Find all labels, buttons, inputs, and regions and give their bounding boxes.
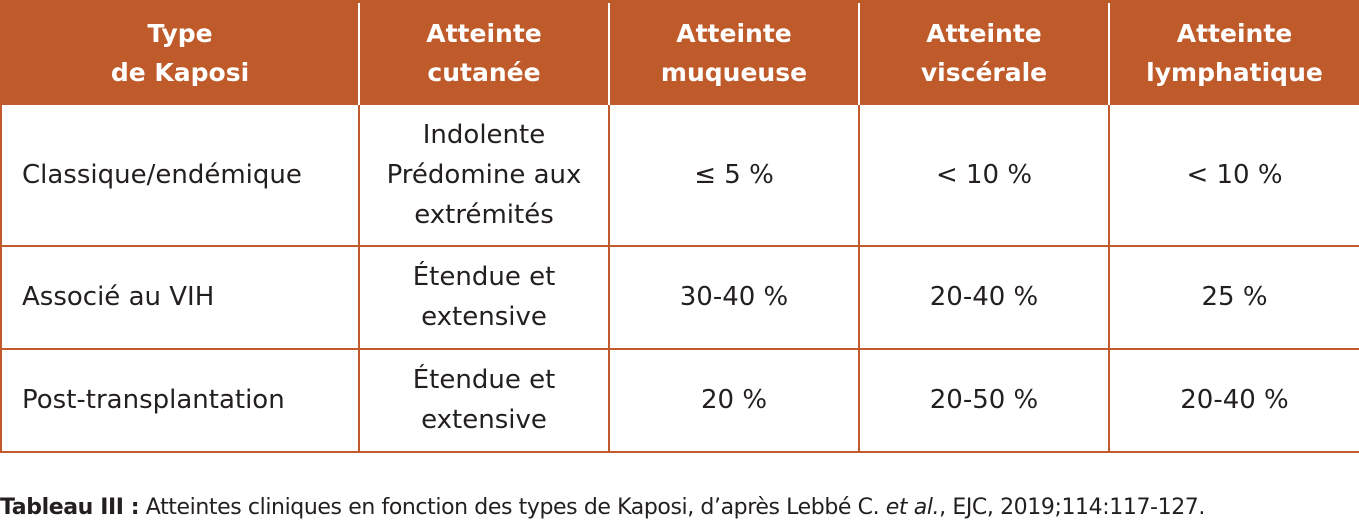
header-line: Atteinte — [926, 18, 1042, 48]
header-line: Atteinte — [676, 18, 792, 48]
caption-label: Tableau III : — [0, 495, 140, 520]
cell-type: Classique/endémique — [1, 104, 359, 246]
header-type-kaposi — [1, 2, 359, 104]
header-line: muqueuse — [660, 57, 808, 87]
cell-lymphatique: 25 % — [1109, 246, 1359, 349]
cell-line: extensive — [421, 302, 547, 332]
cell-line: Étendue et — [412, 365, 556, 395]
cell-cutanee — [359, 349, 609, 452]
cell-line: extrémités — [414, 199, 554, 230]
table-row-classique — [1, 104, 1359, 246]
cell-muqueuse: ≤ 5 % — [609, 104, 859, 246]
header-line: Atteinte — [426, 18, 542, 48]
cell-muqueuse: 30-40 % — [609, 246, 859, 349]
header-line: viscérale — [920, 57, 1048, 87]
header-atteinte-lymphatique — [1109, 2, 1359, 104]
header-atteinte-muqueuse — [609, 2, 859, 104]
header-line: Atteinte — [1176, 18, 1293, 48]
cell-viscerale: < 10 % — [859, 104, 1109, 246]
cell-viscerale: 20-50 % — [859, 349, 1109, 452]
header-line: Type — [147, 18, 213, 48]
cell-cutanee — [359, 246, 609, 349]
header-atteinte-cutanee — [359, 2, 609, 104]
header-row — [1, 2, 1359, 104]
cell-viscerale: 20-40 % — [859, 246, 1109, 349]
table-header — [1, 2, 1359, 104]
header-atteinte-viscerale — [859, 2, 1109, 104]
cell-line: Indolente — [422, 119, 546, 150]
header-line: de Kaposi — [110, 57, 250, 87]
table-body — [1, 104, 1359, 452]
caption-reference: , EJC, 2019;114:117-127. — [939, 495, 1205, 520]
table-caption — [0, 493, 1359, 523]
caption-italic: et al. — [885, 495, 940, 520]
cell-muqueuse: 20 % — [609, 349, 859, 452]
cell-line: Prédomine aux — [386, 159, 582, 190]
header-line: lymphatique — [1146, 57, 1323, 87]
header-line: cutanée — [427, 57, 541, 87]
table-row-post-transplantation — [1, 349, 1359, 452]
cell-type: Associé au VIH — [1, 246, 359, 349]
cell-cutanee — [359, 104, 609, 246]
cell-type: Post-transplantation — [1, 349, 359, 452]
cell-lymphatique: < 10 % — [1109, 104, 1359, 246]
cell-line: extensive — [421, 405, 547, 435]
cell-line: Étendue et — [412, 262, 556, 292]
table-row-vih — [1, 246, 1359, 349]
cell-lymphatique: 20-40 % — [1109, 349, 1359, 452]
caption-text: Atteintes cliniques en fonction des types de Kaposi, d’après Lebbé C. — [139, 495, 886, 520]
